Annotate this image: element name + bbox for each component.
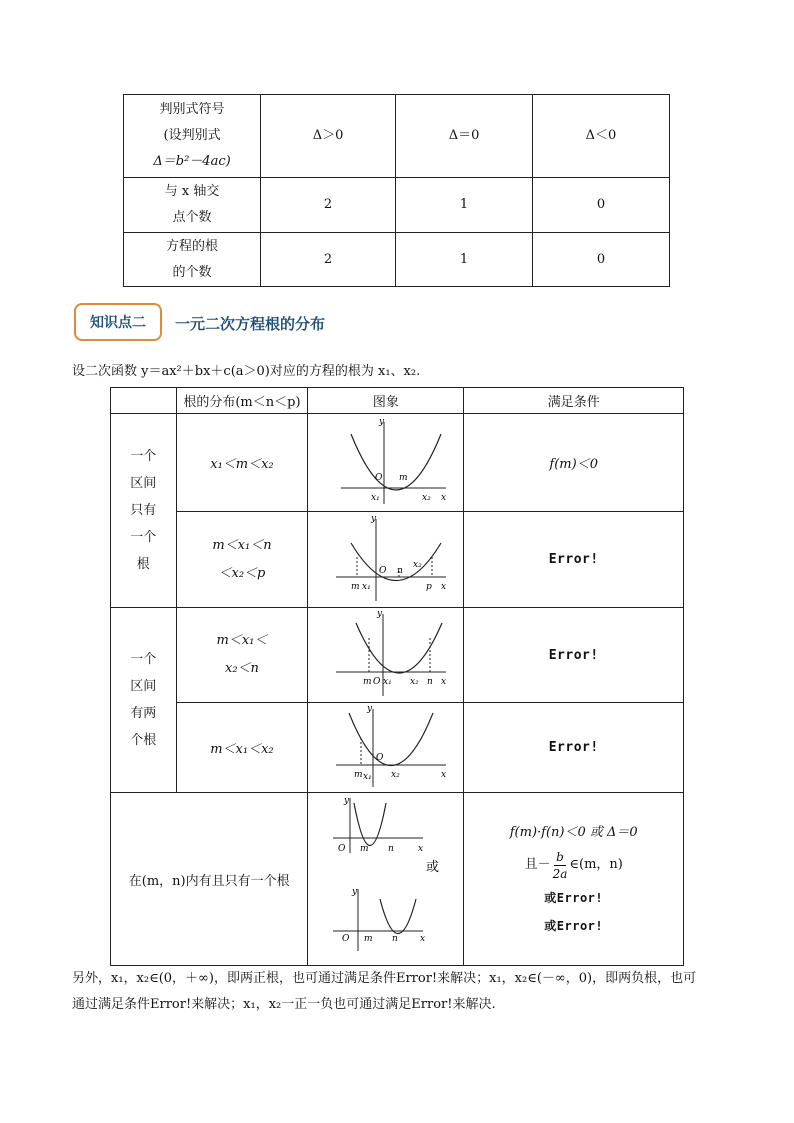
x-label: x (440, 770, 446, 780)
x1-label: x₁ (362, 772, 372, 782)
row2-label-line1: 方程的根 (166, 238, 219, 254)
row2-dist (176, 512, 308, 608)
row3-graph-cell (308, 608, 464, 703)
header-label-line1: 判别式符号 (159, 102, 225, 117)
footer-line1: 另外，x₁，x₂∈(0，＋∞)，即两正根，也可通过满足条件Error!来解决；x₁，x₂∈(－∞，0)，即两负根，也可 (72, 971, 697, 986)
m-label: m (364, 934, 373, 944)
m-label: m (362, 677, 372, 687)
row5-cond-line2 (464, 849, 683, 882)
row5-cond-line3: 或Error! (544, 890, 604, 905)
x-label: x (440, 677, 446, 687)
m-label: m (360, 844, 369, 854)
section-badge: 知识点二 (74, 303, 162, 341)
header-empty (111, 388, 177, 414)
row1-v2: 1 (396, 178, 533, 233)
intro-text: 设二次函数 y＝ax²＋bx＋c(a＞0)对应的方程的根为 x₁、x₂. (72, 364, 421, 379)
row1-parabola-graph (321, 416, 451, 506)
o-label: O (342, 934, 350, 944)
o-label: O (378, 565, 387, 576)
row5-graph-cell (308, 793, 464, 966)
x-label: x (440, 492, 446, 503)
section-title: 一元二次方程根的分布 (175, 315, 326, 333)
header-graph: 图象 (308, 388, 464, 414)
row1-v3: 0 (533, 178, 670, 233)
row3-condition: Error! (464, 608, 684, 703)
y-label: y (366, 704, 372, 714)
header-col1: Δ＞0 (261, 95, 396, 178)
row4-condition: Error! (464, 703, 684, 793)
fraction-num: b (556, 849, 564, 864)
p-label: p (425, 581, 432, 592)
row5-cond-suffix: ∈(m，n) (569, 857, 623, 872)
row2-graph-cell (308, 512, 464, 608)
row3-dist-line2: x₂＜n (224, 661, 259, 676)
row2-label (124, 233, 261, 287)
row4-dist: m＜x₁＜x₂ (176, 703, 308, 793)
group2-text: 一个 区间 有两 个根 (130, 652, 157, 748)
fraction-den: 2a (552, 866, 568, 881)
fraction (553, 849, 568, 882)
footer-line2: 通过满足条件Error!来解决；x₁，x₂一正一负也可通过满足Error!来解决. (72, 997, 496, 1012)
x2-label: x₂ (390, 770, 400, 780)
x1-label: x₁ (382, 677, 392, 687)
row1-dist: x₁＜m＜x₂ (176, 414, 308, 512)
header-col3: Δ＜0 (533, 95, 670, 178)
x-label: x (440, 581, 446, 592)
row1-label-line2: 点个数 (172, 210, 212, 225)
o-label: O (338, 844, 346, 854)
row1-v1: 2 (261, 178, 396, 233)
row2-label-line2: 的个数 (172, 264, 212, 280)
row2-dist-line1: m＜x₁＜n (212, 537, 272, 553)
row5-condition (464, 793, 684, 966)
m-label: m (350, 581, 360, 592)
x2-label: x₂ (421, 492, 431, 503)
row2-v3: 0 (533, 233, 670, 287)
row5-cond-prefix: 且－ (524, 857, 551, 872)
group2-label (111, 608, 177, 793)
row3-dist (176, 608, 308, 703)
row2-condition: Error! (464, 512, 684, 608)
group1-label (111, 414, 177, 608)
row4-parabola-graph (321, 703, 451, 788)
row5-parabola-graphs (308, 793, 463, 961)
x1-label: x₁ (361, 581, 371, 592)
row2-v1: 2 (261, 233, 396, 287)
row5-cond-line1: f(m)·f(n)＜0 或 Δ＝0 (509, 824, 638, 840)
row1-condition: f(m)＜0 (464, 414, 684, 512)
o-label: O (372, 677, 381, 687)
header-col2: Δ＝0 (396, 95, 533, 178)
x2-label: x₂ (409, 677, 419, 687)
n-label: n (396, 565, 403, 576)
or-label: 或 (426, 860, 440, 875)
header-distribution: 根的分布(m＜n＜p) (176, 388, 308, 414)
y-label: y (344, 796, 350, 806)
footer-paragraph (72, 966, 732, 1018)
header-label-line3: Δ＝b²－4ac) (153, 154, 231, 169)
x2-label: x₂ (412, 559, 422, 570)
y-label: y (376, 609, 382, 619)
header-label-cell (124, 95, 261, 178)
row2-v2: 1 (396, 233, 533, 287)
x1-label: x₁ (370, 492, 380, 503)
header-label-line2: (设判别式 (163, 128, 221, 143)
x-label: x (420, 934, 426, 944)
row4-graph-cell (308, 703, 464, 793)
y-label: y (352, 887, 358, 897)
row3-dist-line1: m＜x₁＜ (216, 633, 268, 648)
m-label: m (398, 472, 408, 483)
row1-graph-cell (308, 414, 464, 512)
row3-parabola-graph (321, 608, 451, 698)
row5-cond-line4: 或Error! (544, 918, 604, 933)
o-label: O (374, 472, 383, 483)
row2-parabola-graph (321, 513, 451, 603)
row5-dist: 在(m，n)内有且只有一个根 (111, 793, 308, 966)
row1-label-line1: 与 x 轴交 (164, 184, 220, 199)
group1-text: 一个 区间 只有 一个 根 (130, 449, 157, 572)
row1-label (124, 178, 261, 233)
o-label: O (375, 753, 384, 763)
header-condition: 满足条件 (464, 388, 684, 414)
row2-dist-line2: ＜x₂＜p (218, 565, 266, 581)
x-label: x (418, 844, 424, 854)
y-label: y (378, 416, 384, 427)
m-label: m (353, 770, 363, 780)
discriminant-table (123, 94, 670, 287)
n-label: n (392, 934, 399, 944)
n-label: n (426, 677, 433, 687)
y-label: y (370, 513, 376, 524)
n-label: n (388, 844, 395, 854)
root-distribution-table (110, 387, 684, 966)
